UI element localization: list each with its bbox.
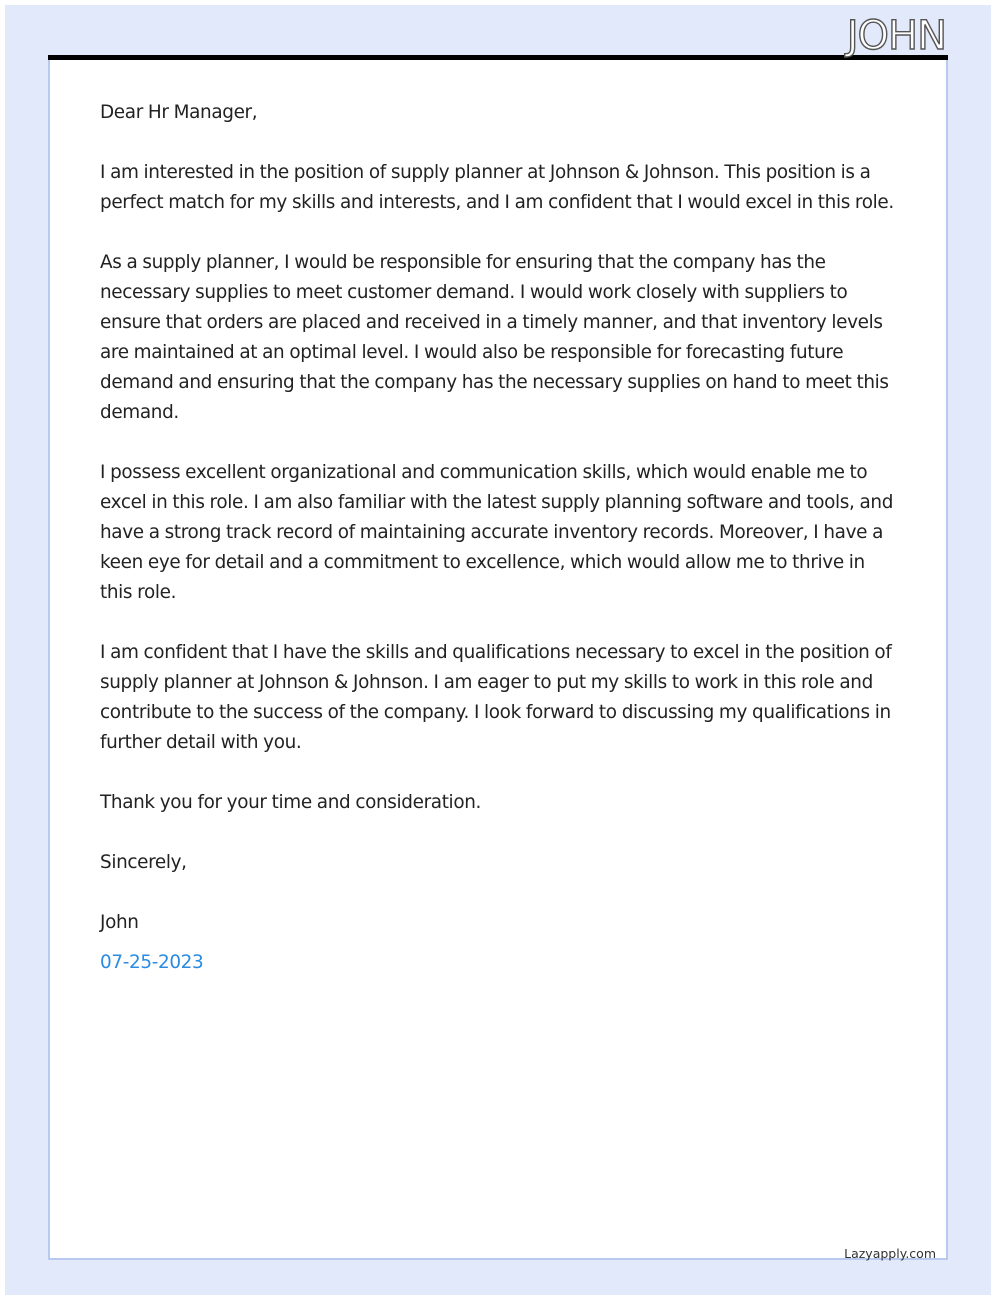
- signature-name: John: [100, 912, 139, 933]
- paragraph-confidence: I am confident that I have the skills and qualifications necessary to excel in the position of supply planner at Johnson & Johnson. I am eager to put my skills to work in this role and contribute to the success of the company. I look forward to discussing my qualifications in further detail with you.: [100, 642, 892, 753]
- cover-letter-body: [100, 98, 900, 978]
- name-logo: JOHN: [846, 13, 946, 59]
- paragraph-responsibilities: As a supply planner, I would be responsible for ensuring that the company has the necessary supplies to meet customer demand. I would work closely with suppliers to ensure that orders are placed and received in a timely manner, and that inventory levels are maintained at an optimal level. I would also be responsible for forecasting future demand and ensuring that the company has the necessary supplies on hand to meet this demand.: [100, 252, 889, 423]
- footer-brand-link[interactable]: Lazyapply.com: [844, 1246, 936, 1261]
- paragraph-thanks: Thank you for your time and consideration.: [100, 792, 482, 813]
- paragraph-intro: I am interested in the position of supply planner at Johnson & Johnson. This position is a perfect match for my skills and interests, and I am confident that I would excel in this role.: [100, 162, 894, 213]
- header-divider: [48, 55, 948, 60]
- closing: Sincerely,: [100, 852, 187, 873]
- letter-date: 07-25-2023: [100, 952, 204, 973]
- paragraph-skills: I possess excellent organizational and communication skills, which would enable me to excel in this role. I am also familiar with the latest supply planning software and tools, and have a strong track record of maintaining accurate inventory records. Moreover, I have a keen eye for detail and a commitment to excellence, which would allow me to thrive in this role.: [100, 462, 894, 603]
- salutation: Dear Hr Manager,: [100, 102, 258, 123]
